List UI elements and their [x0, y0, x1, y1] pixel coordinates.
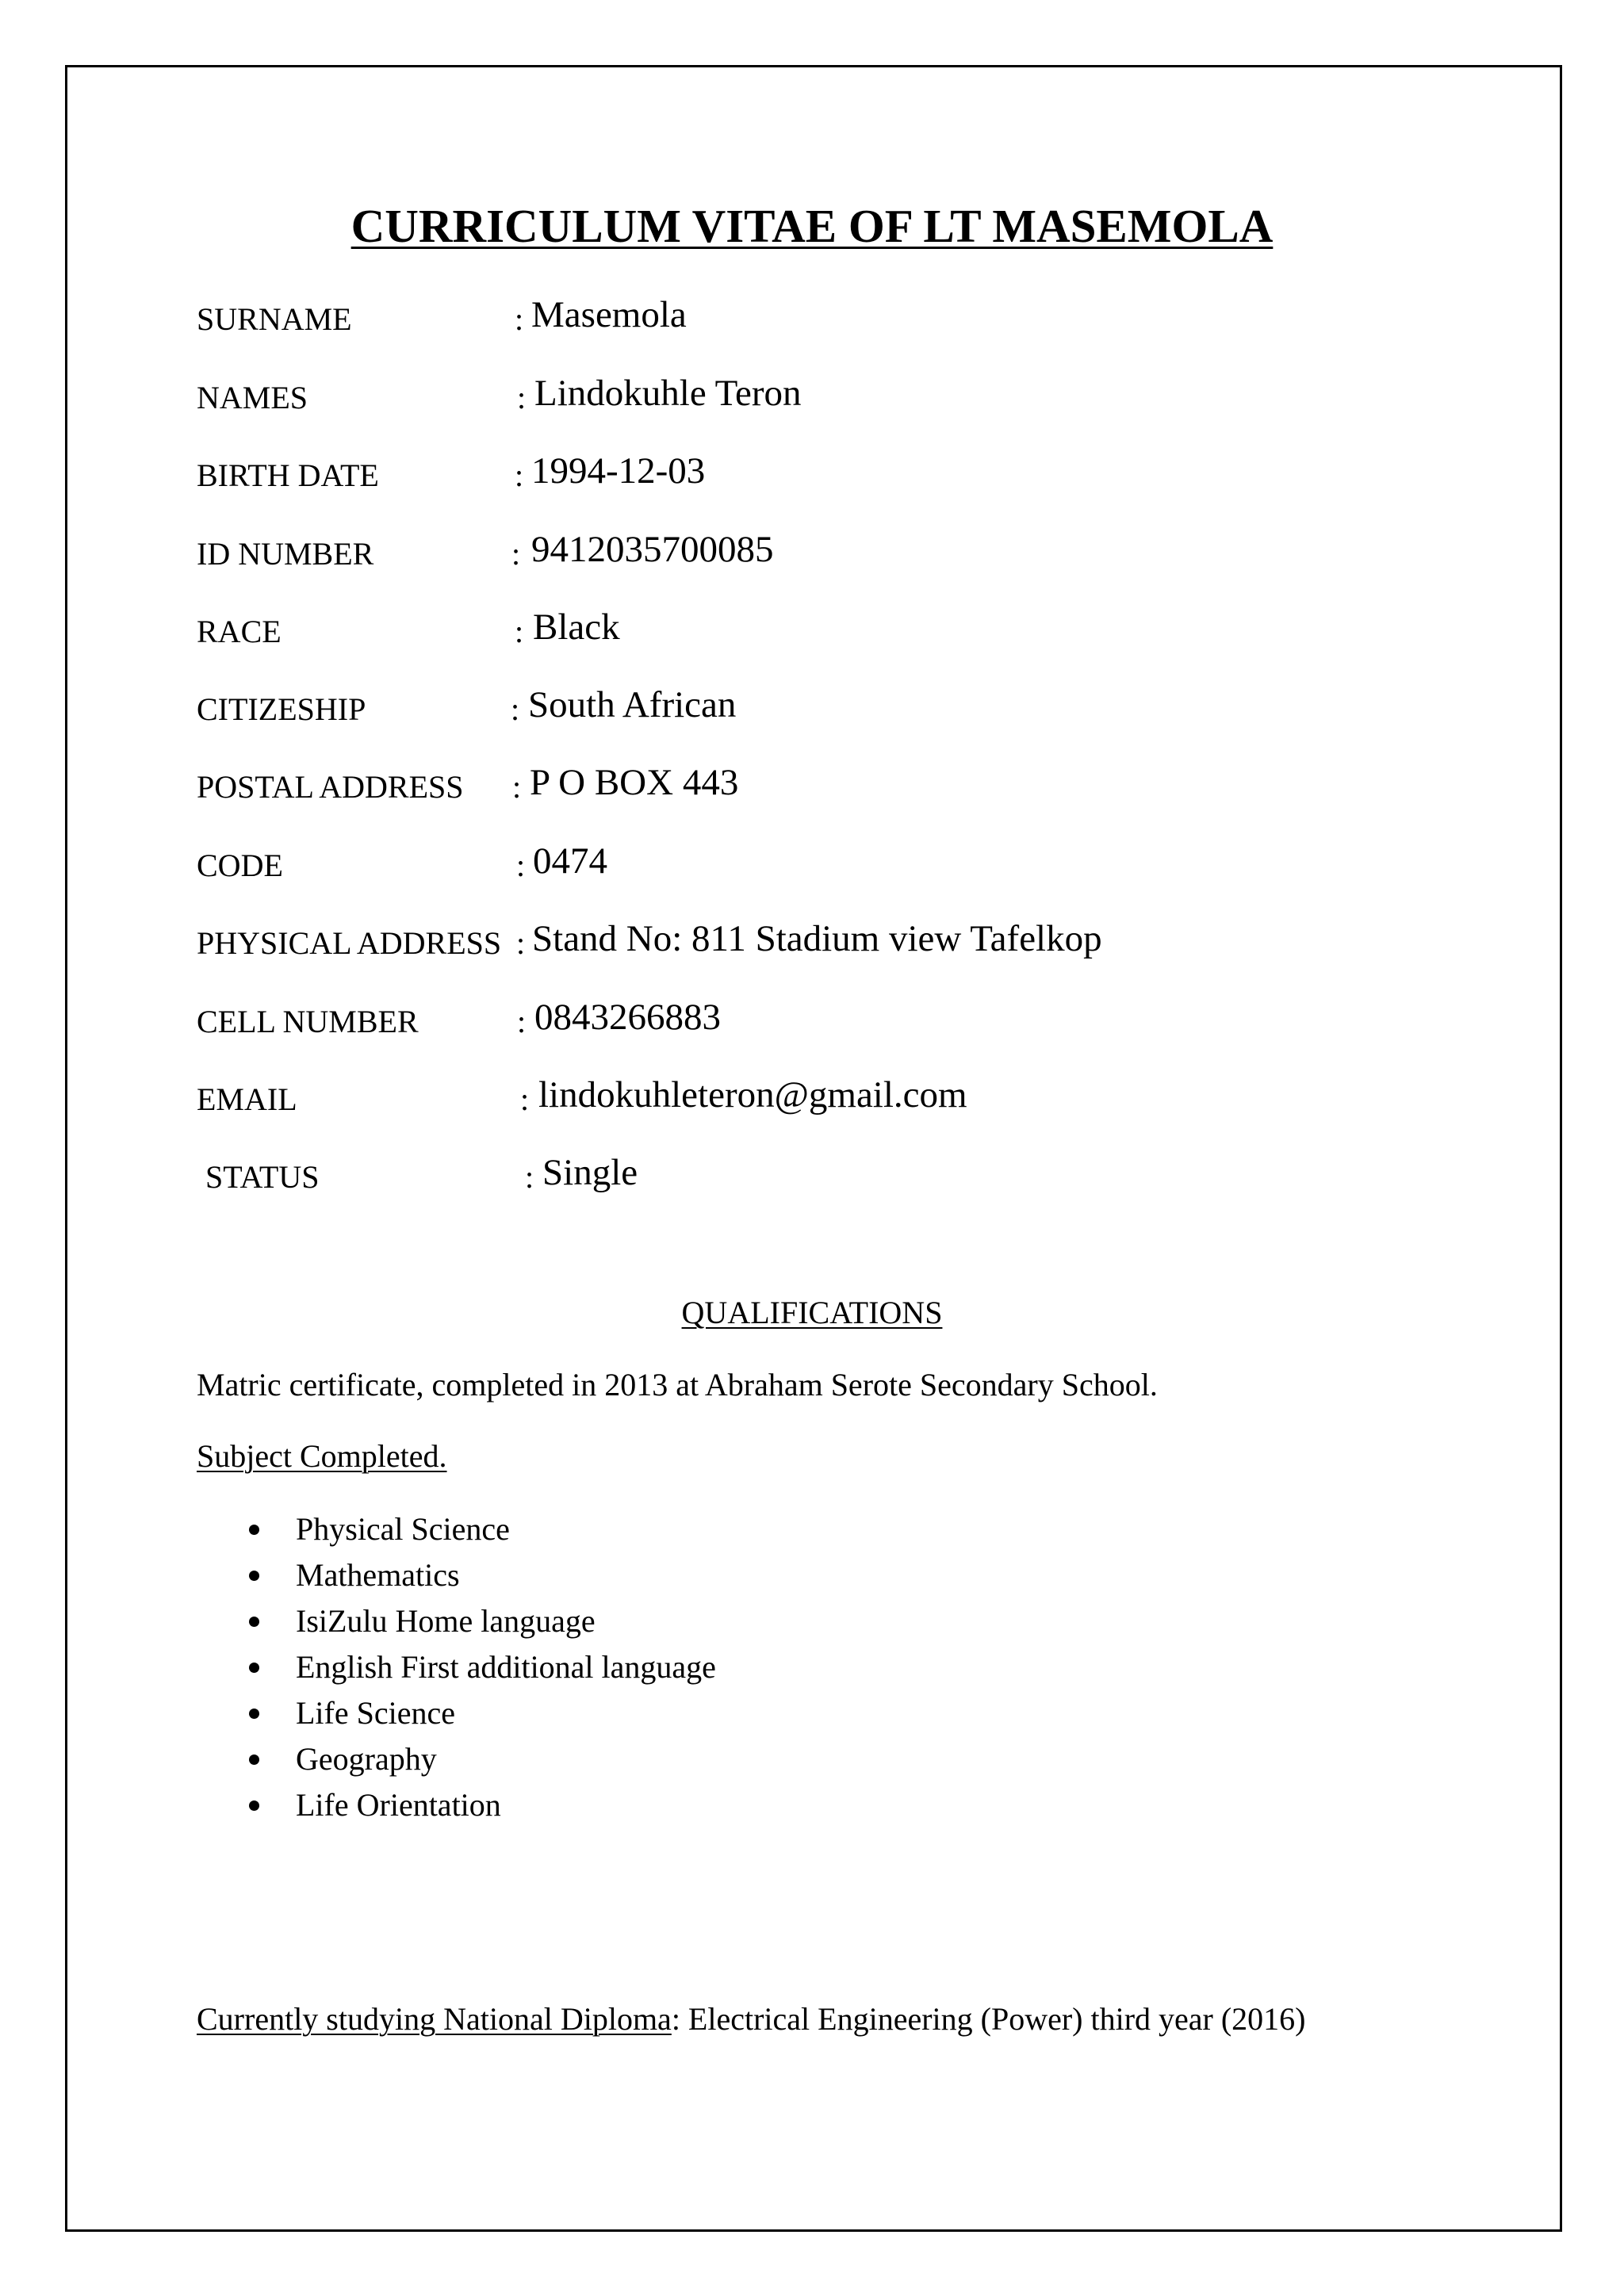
subject-name: IsiZulu Home language	[296, 1603, 596, 1639]
bullet-icon	[249, 1709, 259, 1719]
field-value: lindokuhleteron@gmail.com	[538, 1074, 967, 1115]
field-label: ID NUMBER	[197, 536, 374, 572]
bullet-icon	[249, 1525, 259, 1535]
list-item	[0, 1644, 1624, 1690]
field-label: RACE	[197, 614, 282, 649]
field-race	[0, 602, 1624, 649]
field-label: STATUS	[205, 1159, 320, 1195]
field-id-number	[0, 524, 1624, 572]
bullet-icon	[249, 1800, 259, 1811]
bullet-icon	[249, 1571, 259, 1581]
subject-name: Physical Science	[296, 1511, 510, 1547]
field-label: BIRTH DATE	[197, 457, 379, 493]
field-value: Single	[542, 1152, 638, 1193]
document-title	[0, 198, 1624, 254]
field-label: POSTAL ADDRESS	[197, 769, 464, 805]
field-value: Black	[533, 607, 620, 648]
list-item	[0, 1736, 1624, 1782]
field-cell-number	[0, 992, 1624, 1039]
field-label: SURNAME	[197, 301, 352, 337]
list-item	[0, 1552, 1624, 1598]
field-colon: :	[517, 380, 527, 415]
list-item	[0, 1506, 1624, 1552]
field-citizenship	[0, 679, 1624, 727]
field-colon: :	[515, 614, 524, 649]
field-label: CODE	[197, 848, 283, 883]
field-physical-address	[0, 913, 1624, 961]
list-item	[0, 1690, 1624, 1736]
field-value: 0843266883	[534, 997, 721, 1038]
matric-statement: Matric certificate, completed in 2013 at Abraham Serote Secondary School.	[197, 1367, 1158, 1402]
subjects-list	[0, 1506, 1624, 1828]
subject-name: Life Orientation	[296, 1787, 501, 1823]
field-colon: :	[511, 536, 521, 572]
field-colon: :	[516, 925, 526, 961]
subject-name: English First additional language	[296, 1649, 716, 1685]
field-colon: :	[511, 691, 520, 727]
document-title-text: CURRICULUM VITAE OF LT MASEMOLA	[350, 200, 1274, 252]
subject-name: Mathematics	[296, 1557, 460, 1593]
subjects-heading-text: Subject Completed.	[197, 1438, 447, 1474]
field-value: P O BOX 443	[530, 762, 739, 803]
field-value: 9412035700085	[531, 529, 774, 570]
field-label: CITIZESHIP	[197, 691, 366, 727]
bullet-icon	[249, 1617, 259, 1627]
field-value: South African	[528, 684, 737, 725]
bullet-icon	[249, 1755, 259, 1765]
field-colon: :	[515, 301, 524, 337]
field-status	[0, 1147, 1624, 1195]
subject-name: Life Science	[296, 1695, 455, 1731]
bullet-icon	[249, 1663, 259, 1673]
field-email	[0, 1070, 1624, 1117]
qualifications-heading-text: QUALIFICATIONS	[681, 1295, 943, 1330]
field-label: EMAIL	[197, 1081, 297, 1117]
field-label: NAMES	[197, 380, 308, 415]
current-study-label: Currently studying National Diploma	[197, 2001, 672, 2037]
field-value: Lindokuhle Teron	[534, 373, 802, 414]
field-colon: :	[515, 457, 524, 493]
field-value: Stand No: 811 Stadium view Tafelkop	[532, 918, 1102, 959]
subject-name: Geography	[296, 1741, 437, 1777]
subjects-heading	[197, 1437, 447, 1475]
field-code	[0, 836, 1624, 883]
field-value: Masemola	[531, 294, 687, 335]
current-study-detail: : Electrical Engineering (Power) third year (2016)	[671, 2001, 1306, 2037]
field-postal-address	[0, 757, 1624, 805]
current-study	[197, 2000, 1306, 2038]
field-value: 0474	[533, 840, 607, 882]
field-colon: :	[512, 769, 522, 805]
field-colon: :	[520, 1081, 530, 1117]
field-colon: :	[525, 1159, 534, 1195]
list-item	[0, 1598, 1624, 1644]
field-label: PHYSICAL ADDRESS	[197, 925, 502, 961]
field-colon: :	[516, 848, 526, 883]
field-names	[0, 368, 1624, 415]
field-birth-date	[0, 446, 1624, 493]
qualifications-heading	[0, 1294, 1624, 1332]
field-label: CELL NUMBER	[197, 1004, 419, 1039]
list-item	[0, 1782, 1624, 1828]
field-colon: :	[517, 1004, 527, 1039]
field-surname	[0, 289, 1624, 337]
field-value: 1994-12-03	[531, 450, 706, 492]
